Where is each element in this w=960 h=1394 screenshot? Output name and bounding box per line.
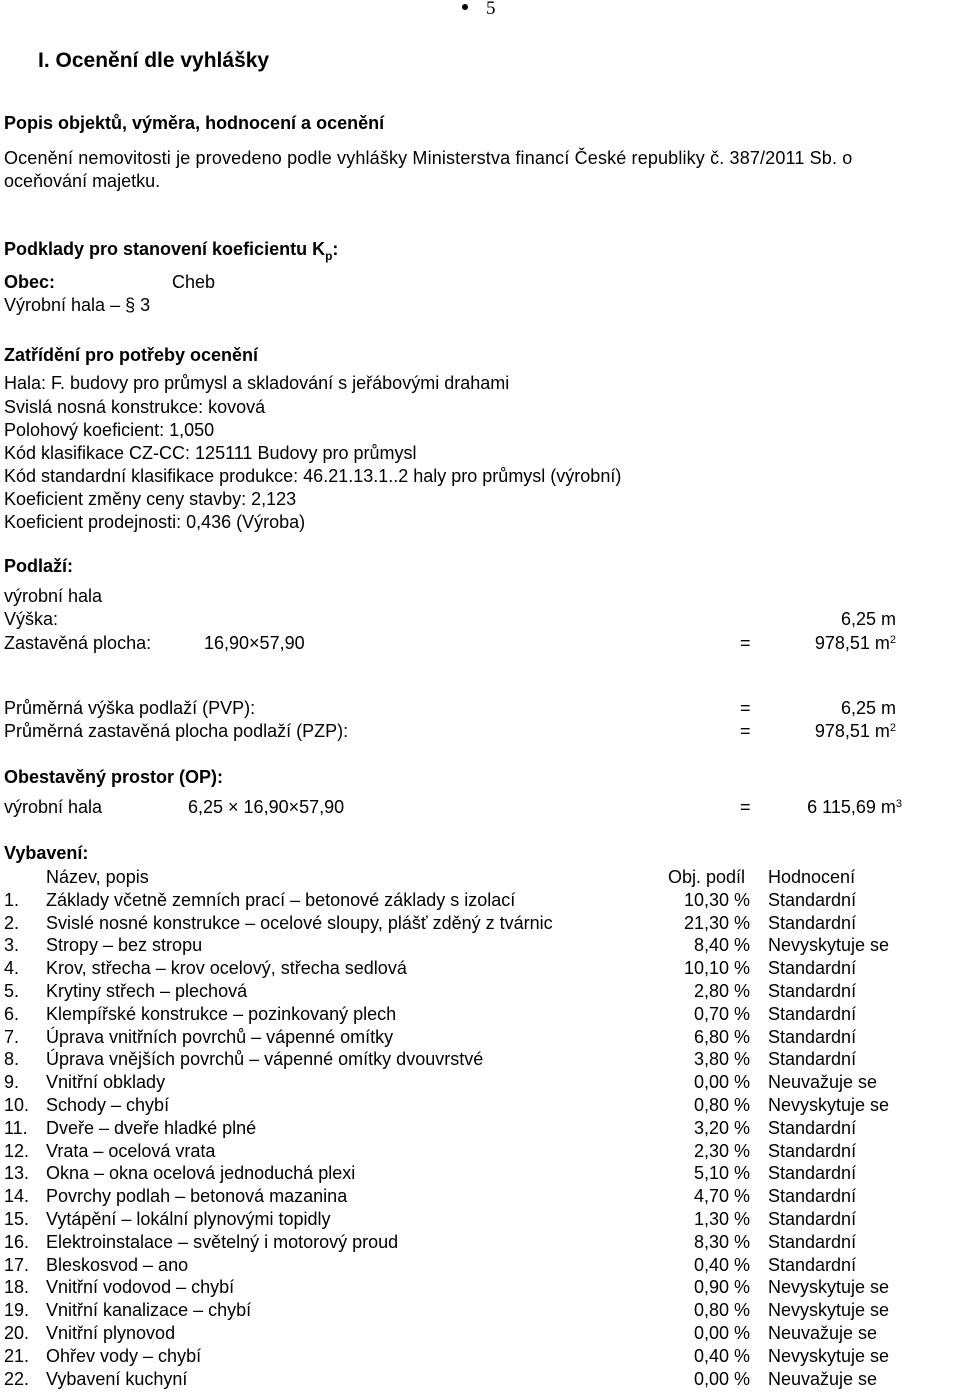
row-rating: Nevyskytuje se <box>768 935 890 956</box>
col-share-header: Obj. podíl <box>668 867 746 887</box>
obec-value: Cheb <box>172 272 216 292</box>
row-number: 8. <box>4 1049 20 1070</box>
table-row <box>4 1185 889 1208</box>
row-number: 1. <box>4 889 20 910</box>
row-rating: Standardní <box>768 1208 857 1229</box>
row-name: Svislé nosné konstrukce – ocelové sloupy, plášť zděný z tvárnic <box>46 912 553 933</box>
row-name: Vnitřní vodovod – chybí <box>46 1277 235 1298</box>
row-share: 0,70 % <box>693 1003 750 1024</box>
page-number: 5 <box>486 0 496 19</box>
row-share: 8,30 % <box>693 1231 750 1252</box>
row-rating: Neuvažuje se <box>768 1322 878 1343</box>
table-row <box>4 1208 889 1231</box>
row-name: Úprava vnitřních povrchů – vápenné omítky <box>46 1026 394 1047</box>
classification-line: Polohový koeficient: 1,050 <box>4 420 215 440</box>
area-equals: = <box>740 633 751 653</box>
row-rating: Standardní <box>768 1049 857 1070</box>
section-title: I. Ocenění dle vyhlášky <box>38 49 270 72</box>
pzp-equals: = <box>740 721 751 741</box>
row-name: Ohřev vody – chybí <box>46 1345 202 1366</box>
classification-heading: Zatřídění pro potřeby ocenění <box>4 345 259 365</box>
objects-heading: Popis objektů, výměra, hodnocení a ocenění <box>4 113 385 133</box>
row-name: Povrchy podlah – betonová mazanina <box>46 1186 348 1207</box>
row-rating: Standardní <box>768 1117 857 1138</box>
classification-line: Svislá nosná konstrukce: kovová <box>4 397 266 417</box>
table-row <box>4 1094 889 1117</box>
row-rating: Nevyskytuje se <box>768 1300 890 1321</box>
row-number: 18. <box>4 1277 30 1298</box>
row-name: Elektroinstalace – světelný i motorový proud <box>46 1231 399 1252</box>
area-value: 978,51 $m^2$ <box>814 633 896 653</box>
row-rating: Neuvažuje se <box>768 1072 878 1093</box>
table-row <box>4 980 889 1003</box>
row-rating: Standardní <box>768 889 857 910</box>
row-share: 0,00 % <box>693 1368 750 1389</box>
row-share: 10,30 % <box>683 889 750 910</box>
row-number: 16. <box>4 1231 30 1252</box>
volume-heading: Obestavěný prostor (OP): <box>4 767 224 787</box>
classification-line: Koeficient prodejnosti: 0,436 (Výroba) <box>4 512 306 532</box>
row-name: Vnitřní plynovod <box>46 1322 176 1343</box>
table-row <box>4 1345 889 1368</box>
row-share: 0,80 % <box>693 1300 750 1321</box>
equipment-header-row <box>4 866 889 889</box>
row-share: 8,40 % <box>693 935 750 956</box>
row-number: 22. <box>4 1368 30 1389</box>
table-row <box>4 1254 889 1277</box>
row-name: Úprava vnějších povrchů – vápenné omítky dvouvrstvé <box>46 1049 484 1070</box>
table-row <box>4 1140 889 1163</box>
row-number: 13. <box>4 1163 30 1184</box>
row-share: 0,90 % <box>693 1277 750 1298</box>
pzp-value: 978,51 $m^2$ <box>814 721 896 741</box>
row-name: Schody – chybí <box>46 1094 170 1115</box>
row-share: 6,80 % <box>693 1026 750 1047</box>
row-number: 17. <box>4 1254 30 1275</box>
col-rating-header: Hodnocení <box>768 867 856 887</box>
table-row <box>4 1231 889 1254</box>
row-share: 2,80 % <box>693 980 750 1001</box>
row-rating: Standardní <box>768 1003 857 1024</box>
floors-heading: Podlaží: <box>4 556 74 576</box>
row-name: Základy včetně zemních prací – betonové základy s izolací <box>46 889 516 910</box>
table-row <box>4 957 889 980</box>
row-rating: Standardní <box>768 980 857 1001</box>
row-number: 7. <box>4 1026 20 1047</box>
row-share: 5,10 % <box>693 1163 750 1184</box>
row-number: 10. <box>4 1094 30 1115</box>
classification-line: Kód standardní klasifikace produkce: 46.21.13.1..2 haly pro průmysl (výrobní) <box>4 466 622 486</box>
table-row <box>4 1071 889 1094</box>
table-row <box>4 912 889 935</box>
obec-label: Obec: <box>4 272 56 292</box>
classification-line: Hala: F. budovy pro průmysl a skladování s jeřábovými drahami <box>4 373 510 393</box>
row-number: 11. <box>4 1117 28 1138</box>
row-name: Vnitřní obklady <box>46 1072 166 1093</box>
pzp-label: Průměrná zastavěná plocha podlaží (PZP): <box>4 721 349 741</box>
table-row <box>4 1162 889 1185</box>
row-number: 3. <box>4 935 20 956</box>
intro-line-1: Ocenění nemovitosti je provedeno podle vyhlášky Ministerstva financí České republiky č. 387/2011 Sb. o <box>4 148 853 168</box>
row-share: 0,80 % <box>693 1094 750 1115</box>
row-rating: Standardní <box>768 1163 857 1184</box>
object-line: Výrobní hala – § 3 <box>4 295 151 315</box>
row-rating: Standardní <box>768 958 857 979</box>
row-rating: Nevyskytuje se <box>768 1094 890 1115</box>
row-rating: Standardní <box>768 1254 857 1275</box>
table-row <box>4 1276 889 1299</box>
equipment-heading: Vybavení: <box>4 843 89 863</box>
bullet-icon <box>462 4 468 10</box>
row-share: 1,30 % <box>693 1208 750 1229</box>
row-share: 3,20 % <box>693 1117 750 1138</box>
row-rating: Nevyskytuje se <box>768 1277 890 1298</box>
table-row <box>4 889 889 912</box>
row-rating: Standardní <box>768 1026 857 1047</box>
intro-line-2: oceňování majetku. <box>4 171 161 191</box>
row-share: 0,40 % <box>693 1345 750 1366</box>
row-name: Vrata – ocelová vrata <box>46 1140 216 1161</box>
row-share: 3,80 % <box>693 1049 750 1070</box>
row-name: Krov, střecha – krov ocelový, střecha sedlová <box>46 958 407 979</box>
table-row <box>4 1368 889 1391</box>
volume-formula: 6,25 × 16,90×57,90 <box>188 797 345 817</box>
row-share: 4,70 % <box>693 1186 750 1207</box>
row-rating: Nevyskytuje se <box>768 1345 890 1366</box>
row-number: 6. <box>4 1003 20 1024</box>
row-rating: Standardní <box>768 912 857 933</box>
row-number: 4. <box>4 958 20 979</box>
row-share: 0,00 % <box>693 1322 750 1343</box>
row-share: 0,40 % <box>693 1254 750 1275</box>
row-share: 10,10 % <box>683 958 750 979</box>
row-share: 2,30 % <box>693 1140 750 1161</box>
pvp-label: Průměrná výška podlaží (PVP): <box>4 698 256 718</box>
row-name: Dveře – dveře hladké plné <box>46 1117 257 1138</box>
table-row <box>4 1003 889 1026</box>
row-name: Vytápění – lokální plynovými topidly <box>46 1208 331 1229</box>
classification-line: Kód klasifikace CZ-CC: 125111 Budovy pro průmysl <box>4 443 417 463</box>
row-name: Bleskosvod – ano <box>46 1254 189 1275</box>
row-rating: Standardní <box>768 1140 857 1161</box>
classification-line: Koeficient změny ceny stavby: 2,123 <box>4 489 297 509</box>
row-number: 15. <box>4 1208 30 1229</box>
equipment-table <box>4 866 889 1390</box>
table-row <box>4 1048 889 1071</box>
row-rating: Neuvažuje se <box>768 1368 878 1389</box>
table-row <box>4 1026 889 1049</box>
area-label: Zastavěná plocha: <box>4 633 152 653</box>
floor-name: výrobní hala <box>4 586 103 606</box>
pvp-value: 6,25 m <box>840 698 896 718</box>
height-label: Výška: <box>4 609 59 629</box>
volume-value: 6 115,69 $m^3$ <box>807 797 902 817</box>
row-number: 20. <box>4 1322 30 1343</box>
col-name-header: Název, popis <box>46 867 149 887</box>
table-row <box>4 1117 889 1140</box>
area-formula: 16,90×57,90 <box>204 633 305 653</box>
row-number: 12. <box>4 1140 30 1161</box>
row-name: Krytiny střech – plechová <box>46 980 248 1001</box>
row-name: Okna – okna ocelová jednoduchá plexi <box>46 1163 356 1184</box>
height-value: 6,25 m <box>840 609 896 629</box>
kp-heading: Podklady pro stanovení koeficientu $K_p$: <box>4 239 339 263</box>
table-row <box>4 1322 889 1345</box>
row-name: Klempířské konstrukce – pozinkovaný plech <box>46 1003 397 1024</box>
table-row <box>4 1299 889 1322</box>
row-number: 21. <box>4 1345 30 1366</box>
row-number: 5. <box>4 980 20 1001</box>
row-name: Vybavení kuchyní <box>46 1368 188 1389</box>
volume-equals: = <box>740 797 751 817</box>
row-number: 2. <box>4 912 20 933</box>
row-share: 21,30 % <box>683 912 750 933</box>
table-row <box>4 934 889 957</box>
pvp-equals: = <box>740 698 751 718</box>
volume-name: výrobní hala <box>4 797 103 817</box>
row-share: 0,00 % <box>693 1072 750 1093</box>
row-number: 9. <box>4 1072 20 1093</box>
row-number: 14. <box>4 1186 30 1207</box>
row-name: Vnitřní kanalizace – chybí <box>46 1300 252 1321</box>
row-rating: Standardní <box>768 1186 857 1207</box>
row-name: Stropy – bez stropu <box>46 935 203 956</box>
row-rating: Standardní <box>768 1231 857 1252</box>
row-number: 19. <box>4 1300 30 1321</box>
